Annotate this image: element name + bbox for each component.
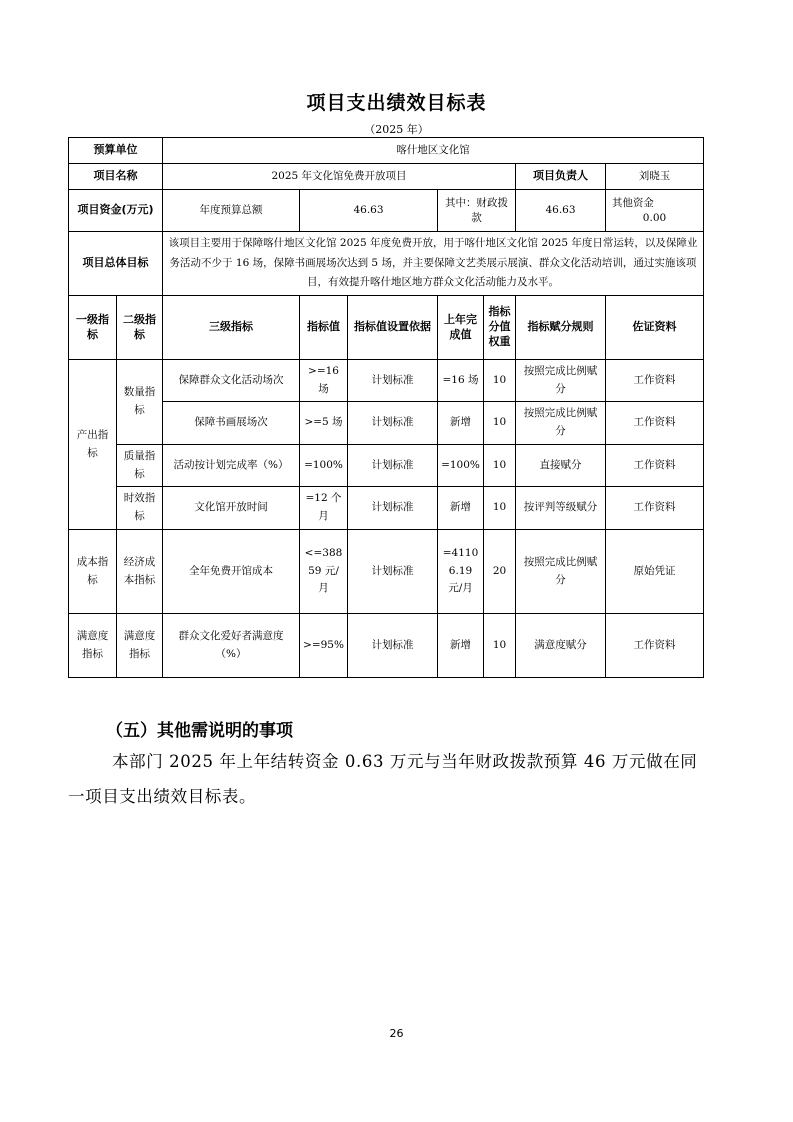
subgroup-quality: 质量指标	[117, 445, 163, 487]
indicator-rule: 按照完成比例赋分	[516, 530, 606, 614]
header-evidence: 佐证资料	[606, 296, 704, 360]
indicator-evidence: 工作资料	[606, 487, 704, 530]
indicator-value: >=95%	[300, 614, 348, 678]
indicator-basis: 计划标准	[348, 360, 438, 402]
table-year: （2025 年）	[364, 123, 429, 136]
table-row	[69, 360, 704, 402]
header-weight: 指标分值权重	[484, 296, 516, 360]
page-number: 26	[389, 1027, 404, 1040]
table-row	[69, 402, 704, 445]
indicator-rule: 按照完成比例赋分	[516, 402, 606, 445]
row-project-funds	[69, 190, 704, 232]
indicator-evidence: 工作资料	[606, 402, 704, 445]
indicator-weight: 10	[484, 402, 516, 445]
indicator-value: <=38859 元/月	[300, 530, 348, 614]
fiscal-allocation-label: 其中：财政拨款	[438, 190, 516, 232]
indicator-weight: 20	[484, 530, 516, 614]
indicator-evidence: 工作资料	[606, 445, 704, 487]
header-level1: 一级指标	[69, 296, 117, 360]
indicator-weight: 10	[484, 445, 516, 487]
performance-table	[68, 137, 704, 678]
indicator-last-year: =41106.19 元/月	[438, 530, 484, 614]
indicator-last-year: 新增	[438, 402, 484, 445]
project-owner-value: 刘晓玉	[606, 164, 704, 190]
row-column-headers	[69, 296, 704, 360]
header-level3: 三级指标	[163, 296, 300, 360]
row-budget-unit	[69, 138, 704, 164]
header-level2: 二级指标	[117, 296, 163, 360]
indicator-name: 全年免费开馆成本	[163, 530, 300, 614]
indicator-rule: 满意度赋分	[516, 614, 606, 678]
subgroup-satisfaction: 满意度指标	[117, 614, 163, 678]
table-row	[69, 445, 704, 487]
row-project-name	[69, 164, 704, 190]
indicator-last-year: =16 场	[438, 360, 484, 402]
indicator-name: 活动按计划完成率（%）	[163, 445, 300, 487]
project-name-value: 2025 年文化馆免费开放项目	[163, 164, 516, 190]
indicator-basis: 计划标准	[348, 614, 438, 678]
annual-budget-label: 年度预算总额	[163, 190, 300, 232]
indicator-value: =12 个月	[300, 487, 348, 530]
indicator-weight: 10	[484, 360, 516, 402]
section-paragraph: 本部门 2025 年上年结转资金 0.63 万元与当年财政拨款预算 46 万元做在同一项目支出绩效目标表。	[68, 752, 698, 806]
indicator-basis: 计划标准	[348, 445, 438, 487]
header-last-year: 上年完成值	[438, 296, 484, 360]
indicator-name: 保障书画展场次	[163, 402, 300, 445]
overall-goal-label: 项目总体目标	[69, 232, 163, 296]
indicator-basis: 计划标准	[348, 487, 438, 530]
table-row	[69, 614, 704, 678]
project-owner-label: 项目负责人	[516, 164, 606, 190]
indicator-evidence: 工作资料	[606, 360, 704, 402]
budget-unit-value: 喀什地区文化馆	[163, 138, 704, 164]
indicator-weight: 10	[484, 614, 516, 678]
subgroup-timeliness: 时效指标	[117, 487, 163, 530]
header-value: 指标值	[300, 296, 348, 360]
header-basis: 指标值设置依据	[348, 296, 438, 360]
table-row	[69, 487, 704, 530]
indicator-value: >=5 场	[300, 402, 348, 445]
indicator-name: 保障群众文化活动场次	[163, 360, 300, 402]
project-name-label: 项目名称	[69, 164, 163, 190]
project-funds-label: 项目资金(万元)	[69, 190, 163, 232]
indicator-basis: 计划标准	[348, 402, 438, 445]
indicator-last-year: 新增	[438, 487, 484, 530]
indicator-value: =100%	[300, 445, 348, 487]
section-title: （五）其他需说明的事项	[106, 721, 293, 741]
row-overall-goal	[69, 232, 704, 296]
indicator-last-year: 新增	[438, 614, 484, 678]
indicator-evidence: 工作资料	[606, 614, 704, 678]
indicator-name: 群众文化爱好者满意度（%）	[163, 614, 300, 678]
indicator-rule: 按照完成比例赋分	[516, 360, 606, 402]
indicator-rule: 按评判等级赋分	[516, 487, 606, 530]
page-title: 项目支出绩效目标表	[306, 92, 487, 114]
indicator-name: 文化馆开放时间	[163, 487, 300, 530]
table-row	[69, 530, 704, 614]
budget-unit-label: 预算单位	[69, 138, 163, 164]
other-funds-label: 其他资金	[611, 197, 654, 210]
group-cost: 成本指标	[69, 530, 117, 614]
fiscal-allocation-value: 46.63	[516, 190, 606, 232]
other-funds-cell	[606, 190, 704, 232]
indicator-evidence: 原始凭证	[606, 530, 704, 614]
group-output: 产出指标	[69, 360, 117, 530]
indicator-rule: 直接赋分	[516, 445, 606, 487]
annual-budget-value: 46.63	[300, 190, 438, 232]
group-satisfaction: 满意度指标	[69, 614, 117, 678]
overall-goal-text: 该项目主要用于保障喀什地区文化馆 2025 年度免费开放，用于喀什地区文化馆 2025 年度日常运转，以及保障业务活动不少于 16 场，保障书画展场次达到 5 场，并主要保障文艺类展示展演、群众文化活动培训，通过实施该项目，有效提升喀什地区地方群众文化活动能力及水平。	[163, 232, 704, 296]
indicator-value: >=16 场	[300, 360, 348, 402]
subgroup-economic-cost: 经济成本指标	[117, 530, 163, 614]
subgroup-quantity: 数量指标	[117, 360, 163, 445]
other-funds-value: 0.00	[642, 211, 667, 224]
indicator-last-year: =100%	[438, 445, 484, 487]
indicator-basis: 计划标准	[348, 530, 438, 614]
indicator-weight: 10	[484, 487, 516, 530]
header-rule: 指标赋分规则	[516, 296, 606, 360]
